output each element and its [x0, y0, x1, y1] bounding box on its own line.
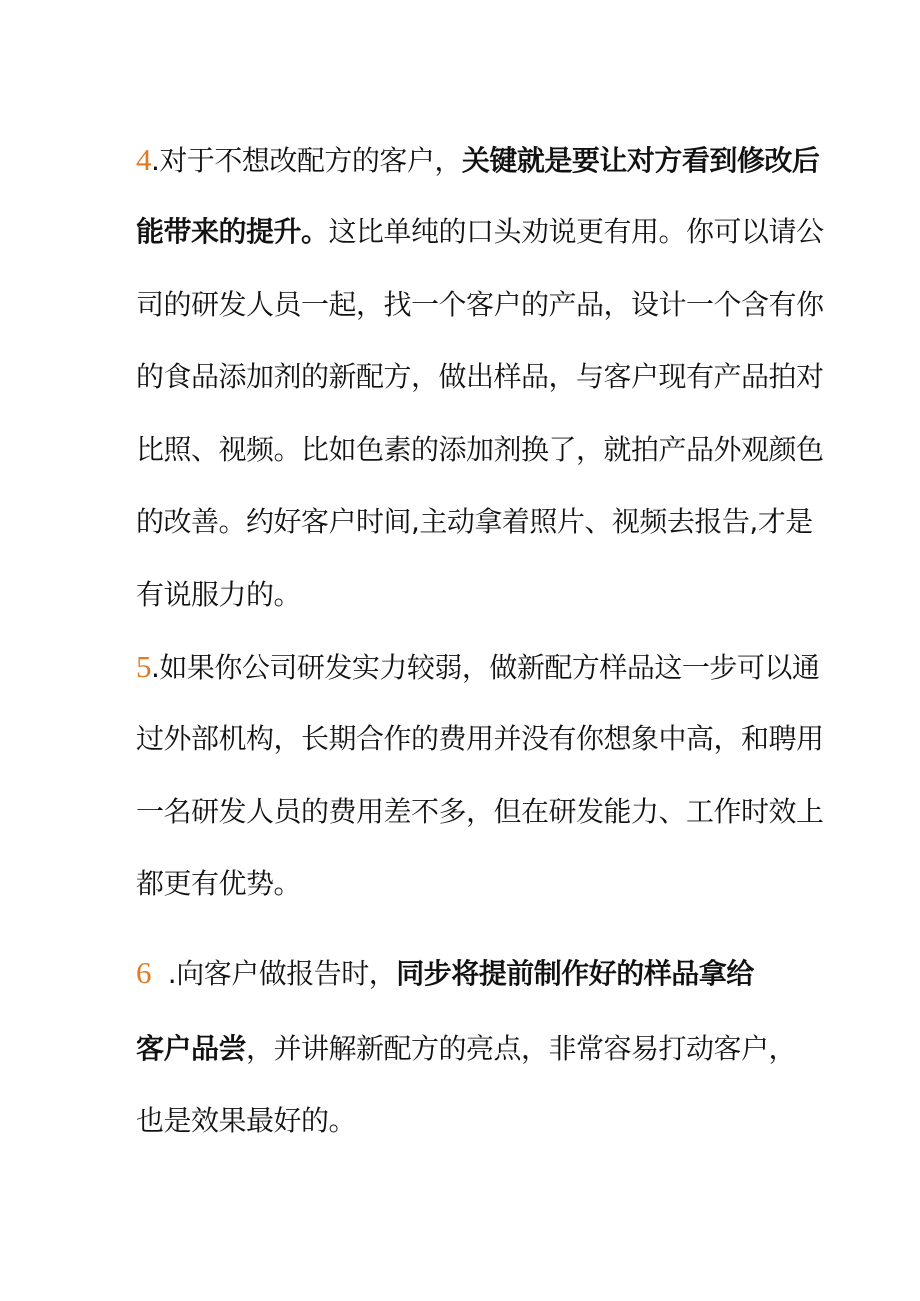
- paragraph-4-line-5: [136, 430, 824, 470]
- paragraph-6-line-2: [136, 1029, 796, 1069]
- text-run: 也是效果最好的。: [136, 1104, 357, 1137]
- text-run: 的改善。约好客户时间,主动拿着照片、视频去报告,才是: [136, 505, 813, 538]
- paragraph-4-line-7: [136, 575, 796, 615]
- paragraph-4-line-6: [136, 502, 813, 542]
- text-run: 的食品添加剂的新配方，做出样品，与客户现有产品拍对: [136, 360, 824, 393]
- text-run: 比照、视频。比如色素的添加剂换了，就拍产品外观颜色: [136, 433, 824, 466]
- paragraph-6-line-3: [136, 1101, 796, 1141]
- bold-text-run: 关键就是要让对方看到修改后: [461, 144, 820, 177]
- paragraph-4-line-4: [136, 357, 824, 397]
- text-run: 这比单纯的口头劝说更有用。你可以请公: [328, 215, 824, 248]
- bold-text-run: 客户品尝: [136, 1032, 247, 1065]
- item-number: 4: [136, 142, 151, 177]
- bold-text-run: 能带来的提升。: [136, 215, 329, 248]
- text-run: ，并讲解新配方的亮点，非常容易打动客户，: [246, 1032, 797, 1065]
- paragraph-4-line-2: [136, 212, 824, 252]
- paragraph-4-line-3: [136, 285, 824, 325]
- bold-text-run: 同步将提前制作好的样品拿给: [396, 957, 754, 990]
- text-run: 都更有优势。: [136, 867, 302, 900]
- paragraph-5-line-1: [136, 647, 820, 687]
- item-number: 5: [136, 649, 151, 684]
- text-run: 司的研发人员一起，找一个客户的产品，设计一个含有你: [136, 288, 824, 321]
- text-run: .如果你公司研发实力较弱，做新配方样品这一步可以通: [151, 651, 820, 684]
- text-run: 有说服力的。: [136, 578, 302, 611]
- paragraph-4-line-1: [136, 140, 820, 180]
- paragraph-5-line-2: [136, 719, 824, 759]
- paragraph-5-line-3: [136, 792, 824, 832]
- paragraph-6-line-1: [136, 953, 796, 993]
- text-run: .对于不想改配方的客户，: [151, 144, 462, 177]
- item-number: 6: [136, 955, 151, 990]
- text-run: .向客户做报告时，: [151, 957, 397, 990]
- text-run: 过外部机构，长期合作的费用并没有你想象中高，和聘用: [136, 722, 824, 755]
- paragraph-5-line-4: [136, 864, 796, 904]
- text-run: 一名研发人员的费用差不多，但在研发能力、工作时效上: [136, 795, 824, 828]
